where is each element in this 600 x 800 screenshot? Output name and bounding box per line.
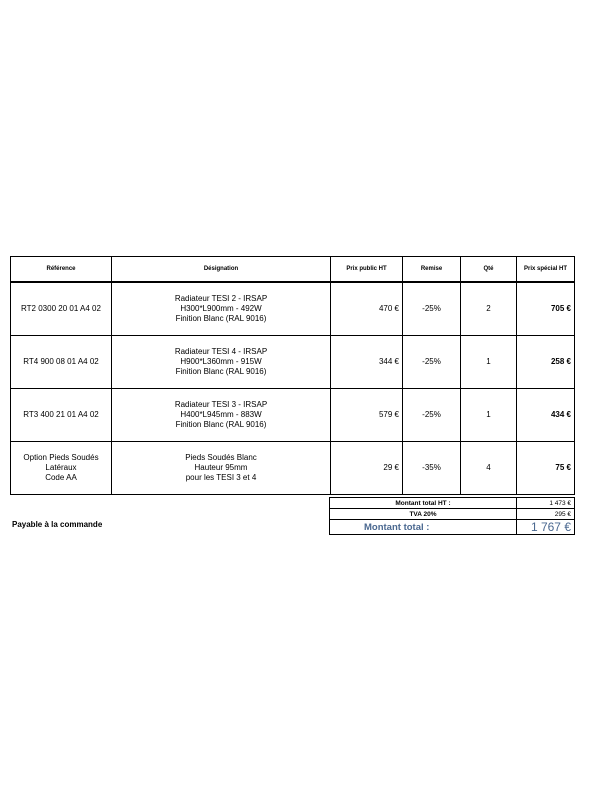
row-prix-special: 75 € (517, 442, 575, 495)
header-prix-public: Prix public HT (331, 257, 403, 283)
grand-total-label: Montant total : (330, 520, 517, 535)
header-prix-special: Prix spécial HT (517, 257, 575, 283)
quote-table (10, 256, 575, 495)
total-ht-label: Montant total HT : (330, 498, 517, 509)
row-remise: -35% (403, 442, 461, 495)
table-row (11, 389, 575, 442)
row-designation: Pieds Soudés Blanc Hauteur 95mm pour les TESI 3 et 4 (112, 442, 331, 495)
grand-total-value: 1 767 € (517, 520, 575, 535)
tva-label: TVA 20% (330, 509, 517, 520)
row-remise: -25% (403, 336, 461, 389)
row-remise: -25% (403, 282, 461, 336)
row-designation: Radiateur TESI 2 - IRSAP H300*L900mm - 492W Finition Blanc (RAL 9016) (112, 282, 331, 336)
table-row (11, 336, 575, 389)
tva-value: 295 € (517, 509, 575, 520)
total-ht-value: 1 473 € (517, 498, 575, 509)
row-reference: RT2 0300 20 01 A4 02 (11, 282, 112, 336)
row-designation: Radiateur TESI 4 - IRSAP H900*L360mm - 915W Finition Blanc (RAL 9016) (112, 336, 331, 389)
payment-terms: Payable à la commande (12, 520, 103, 529)
row-prix-special: 258 € (517, 336, 575, 389)
header-remise: Remise (403, 257, 461, 283)
table-row (11, 282, 575, 336)
row-reference: RT3 400 21 01 A4 02 (11, 389, 112, 442)
header-qte: Qté (461, 257, 517, 283)
row-prix-public: 579 € (331, 389, 403, 442)
row-designation: Radiateur TESI 3 - IRSAP H400*L945mm - 883W Finition Blanc (RAL 9016) (112, 389, 331, 442)
row-qte: 4 (461, 442, 517, 495)
row-prix-public: 344 € (331, 336, 403, 389)
row-reference: Option Pieds Soudés Latéraux Code AA (11, 442, 112, 495)
header-row (11, 257, 575, 283)
row-qte: 2 (461, 282, 517, 336)
row-prix-special: 434 € (517, 389, 575, 442)
grand-total-row (330, 520, 575, 535)
row-qte: 1 (461, 389, 517, 442)
totals-table (329, 497, 575, 535)
row-qte: 1 (461, 336, 517, 389)
row-reference: RT4 900 08 01 A4 02 (11, 336, 112, 389)
row-prix-public: 29 € (331, 442, 403, 495)
table-row (11, 442, 575, 495)
row-remise: -25% (403, 389, 461, 442)
header-designation: Désignation (112, 257, 331, 283)
tva-row (330, 509, 575, 520)
header-reference: Référence (11, 257, 112, 283)
row-prix-public: 470 € (331, 282, 403, 336)
row-prix-special: 705 € (517, 282, 575, 336)
total-ht-row (330, 498, 575, 509)
